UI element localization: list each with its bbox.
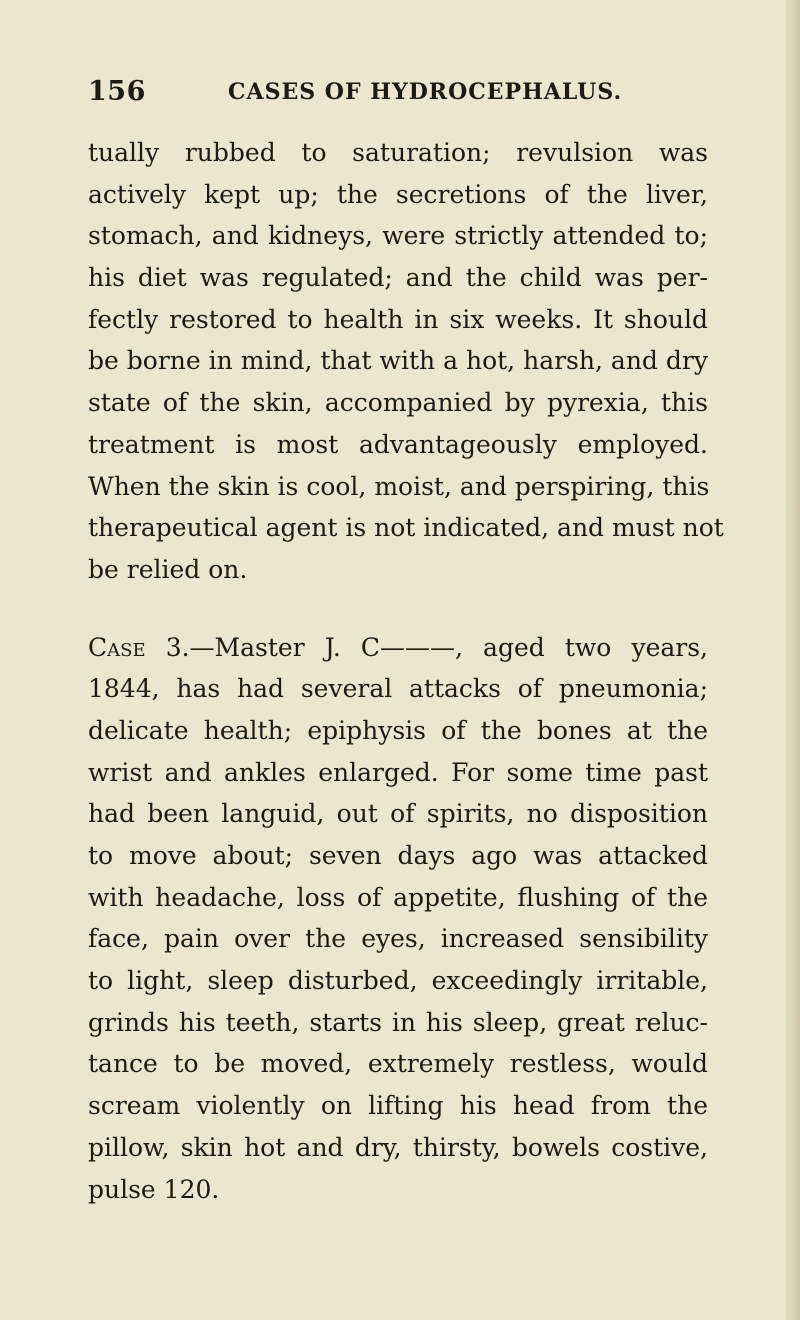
running-title: CASES OF HYDROCEPHALUS. — [228, 79, 623, 105]
text-line: treatment is most advantageously employed. — [88, 429, 708, 459]
case-heading-text: 3.—Master J. C———, aged two years, — [145, 632, 708, 662]
text-line: tually rubbed to saturation; revulsion was — [88, 138, 708, 167]
text-line: pulse 120. — [88, 1174, 220, 1204]
text-line: tance to be moved, extremely restless, would — [88, 1049, 708, 1079]
text-line: pillow, skin hot and dry, thirsty, bowels costive, — [88, 1132, 708, 1162]
text-line: stomach, and kidneys, were strictly attended to; — [88, 221, 708, 251]
text-line: be borne in mind, that with a hot, harsh, and dry — [88, 346, 708, 376]
text-line: therapeutical agent is not indicated, and must not — [88, 513, 724, 543]
text-line: scream violently on lifting his head from the — [88, 1091, 708, 1121]
text-line: actively kept up; the secretions of the liver, — [88, 179, 708, 209]
text-line: grinds his teeth, starts in his sleep, great reluc- — [88, 1007, 708, 1037]
text-line: with headache, loss of appetite, flushing of the — [88, 882, 708, 912]
text-line: be relied on. — [88, 554, 248, 584]
text-line: wrist and ankles enlarged. For some time past — [88, 757, 708, 787]
text-line: to move about; seven days ago was attacked — [88, 841, 708, 870]
text-line: had been languid, out of spirits, no disposition — [88, 799, 708, 829]
page-header — [88, 76, 708, 116]
paragraph-case-3 — [88, 627, 708, 1211]
text-line: state of the skin, accompanied by pyrexia, this — [88, 388, 708, 418]
case-heading-line — [88, 627, 708, 669]
text-line: delicate health; epiphysis of the bones at the — [88, 715, 708, 745]
body-text — [88, 132, 724, 1210]
text-line: to light, sleep disturbed, exceedingly irritable, — [88, 966, 708, 996]
page-edge-shadow — [786, 0, 800, 1320]
text-line: his diet was regulated; and the child was per- — [88, 263, 708, 293]
text-line: When the skin is cool, moist, and perspiring, this — [88, 471, 710, 501]
case-label: Case — [88, 632, 146, 662]
text-line: face, pain over the eyes, increased sensibility — [88, 924, 708, 954]
page-number: 156 — [88, 76, 146, 107]
paragraph-treatment — [88, 132, 724, 591]
text-line: 1844, has had several attacks of pneumonia; — [88, 674, 708, 704]
text-line: fectly restored to health in six weeks. It should — [88, 304, 708, 334]
